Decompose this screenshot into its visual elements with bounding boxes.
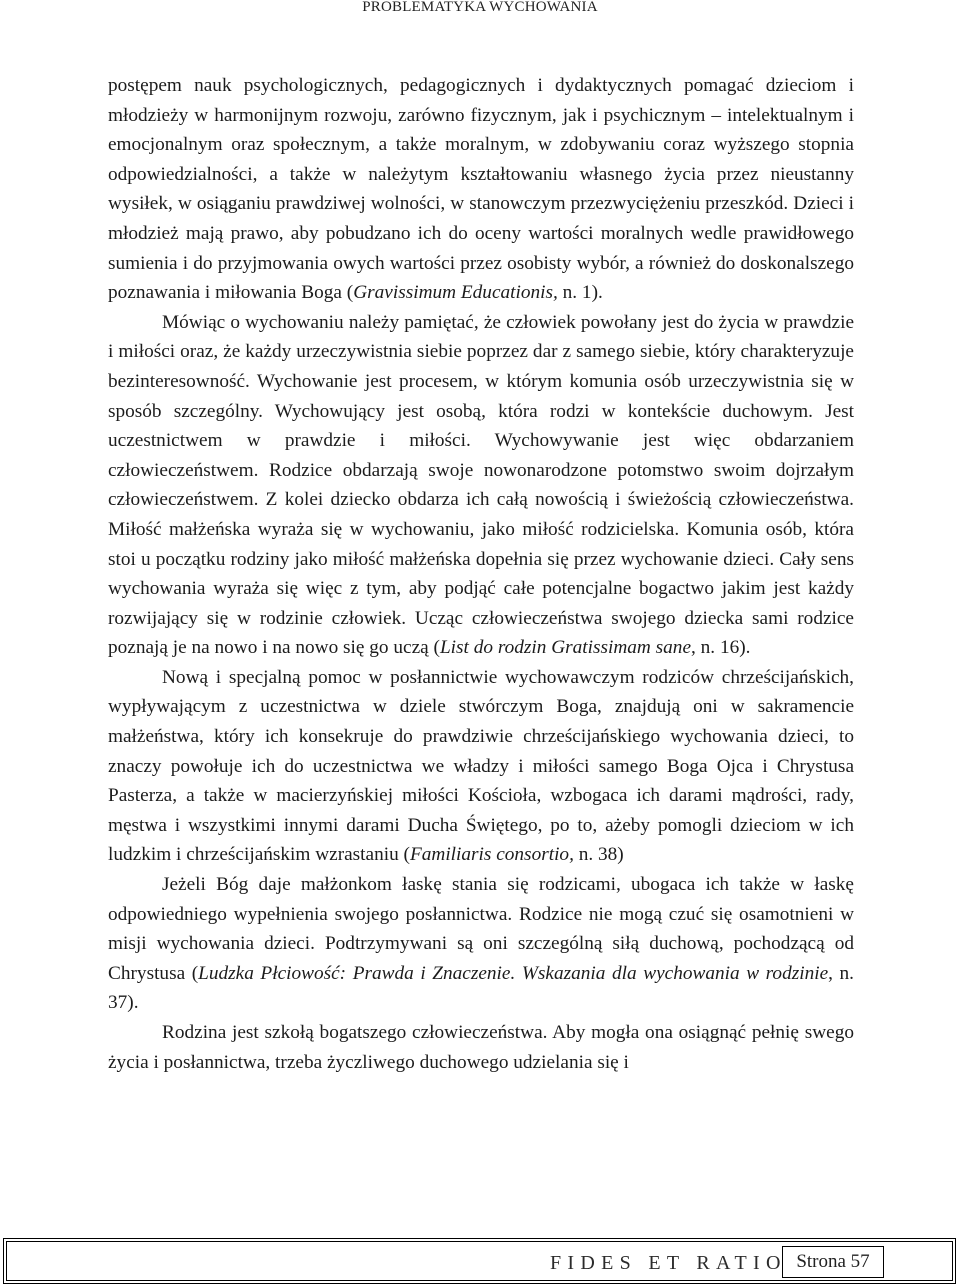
paragraph-text: Mówiąc o wychowaniu należy pamiętać, że człowiek powołany jest do życia w prawdzie i miłości oraz, że każdy urzeczywistnia siebie poprzez dar z samego siebie, który charakteryzuje bezinteresowność. Wychowanie jest procesem, w którym komunia osób urzeczywistnia się w sposób szczególny. Wychowujący jest osobą, która rodzi w kontekście duchowym. Jest uczestnictwem w prawdzie i miłości. Wychowywanie jest więc obdarzaniem człowieczeństwem. Rodzice obdarzają swoje nowonarodzone potomstwo swoim dojrzałym człowieczeństwem. Z kolei dziecko obdarza ich całą nowością i świeżością człowieczeństwa. Miłość małżeńska wyraża się w wychowaniu, jako miłość rodzicielska. Komunia osób, która stoi u początku rodziny jako miłość małżeńska dopełnia się przez wychowanie dzieci. Cały sens wychowania wyraża się więc z tym, aby podjąć całe potencjalne bogactwo jakim jest każdy rozwijający się w rodzinie człowiek. Ucząc człowieczeństwa swojego dziecka sami rodzice poznają je na nowo i na nowo się go uczą (: [108, 311, 854, 659]
citation-tail: n. 38): [573, 844, 624, 866]
paragraph-1: [108, 71, 854, 308]
paragraph-3: [108, 663, 854, 870]
paragraph-4: [108, 870, 854, 1018]
citation-tail: n. 1).: [557, 282, 603, 304]
citation-tail: , n. 16).: [691, 637, 751, 659]
citation: Ludzka Płciowość: Prawda i Znaczenie. Wskazania dla wychowania w rodzinie: [198, 962, 829, 984]
page-number: Strona 57: [782, 1246, 884, 1278]
article-body: [108, 71, 854, 1077]
citation: Familiaris consortio,: [409, 844, 574, 866]
citation-tail: , n. 37).: [108, 962, 855, 1014]
paragraph-text: postępem nauk psychologicznych, pedagogicznych i dydaktycznych pomagać dzieciom i młodzieży w harmonijnym rozwoju, zarówno fizycznym, jak i psychicznym – intelektualnym i emocjonalnym oraz społecznym, a także moralnym, w zdobywaniu coraz wyższego stopnia odpowiedzialności, a także w należytym kształtowaniu własnego życia przez nieustanny wysiłek, w osiąganiu prawdziwej wolności, w stanowczym przezwyciężeniu przeszkód. Dzieci i młodzież mają prawo, aby pobudzano ich do oceny wartości moralnych wedle prawidłowego sumienia i do przyjmowania owych wartości przez osobisty wybór, a również do doskonalszego poznawania i miłowania Boga (: [108, 75, 854, 304]
journal-name: FIDES ET RATIO: [550, 1252, 787, 1274]
paragraph-text: Rodzina jest szkołą bogatszego człowieczeństwa. Aby mogła ona osiągnąć pełnię swego życia i posłannictwa, trzeba życzliwego duchowego udzielania się i: [108, 1022, 854, 1073]
page-footer: [3, 1238, 956, 1284]
footer-frame: [6, 1241, 953, 1281]
citation: Gravissimum Educationis,: [353, 282, 558, 304]
paragraph-2: [108, 308, 854, 663]
paragraph-text: Jeżeli Bóg daje małżonkom łaskę stania się rodzicami, ubogaca ich także w łaskę odpowiedniego wypełnienia swojego posłannictwa. Rodzice nie mogą czuć się osamotnieni w misji wychowania dzieci. Podtrzymywani są oni szczególną siłą duchową, pochodzącą od Chrystusa (: [108, 874, 854, 984]
citation: List do rodzin Gratissimam sane: [439, 637, 692, 659]
paragraph-5: [108, 1018, 854, 1077]
paragraph-text: Nową i specjalną pomoc w posłannictwie wychowawczym rodziców chrześcijańskich, wypływającym z uczestnictwa w dziele stwórczym Boga, znajdują oni w sakramencie małżeństwa, który ich konsekruje do prawdziwie chrześcijańskiego wychowania dzieci, to znaczy powołuje ich do uczestnictwa we władzy i miłości samego Boga Ojca i Chrystusa Pasterza, a także w macierzyńskiej miłości Kościoła, wzbogaca ich darami mądrości, rady, męstwa i wszystkimi innymi darami Ducha Świętego, po to, ażeby pomogli dzieciom w ich ludzkim i chrześcijańskim wzrastaniu (: [108, 666, 854, 866]
running-header: PROBLEMATYKA WYCHOWANIA: [362, 0, 598, 15]
